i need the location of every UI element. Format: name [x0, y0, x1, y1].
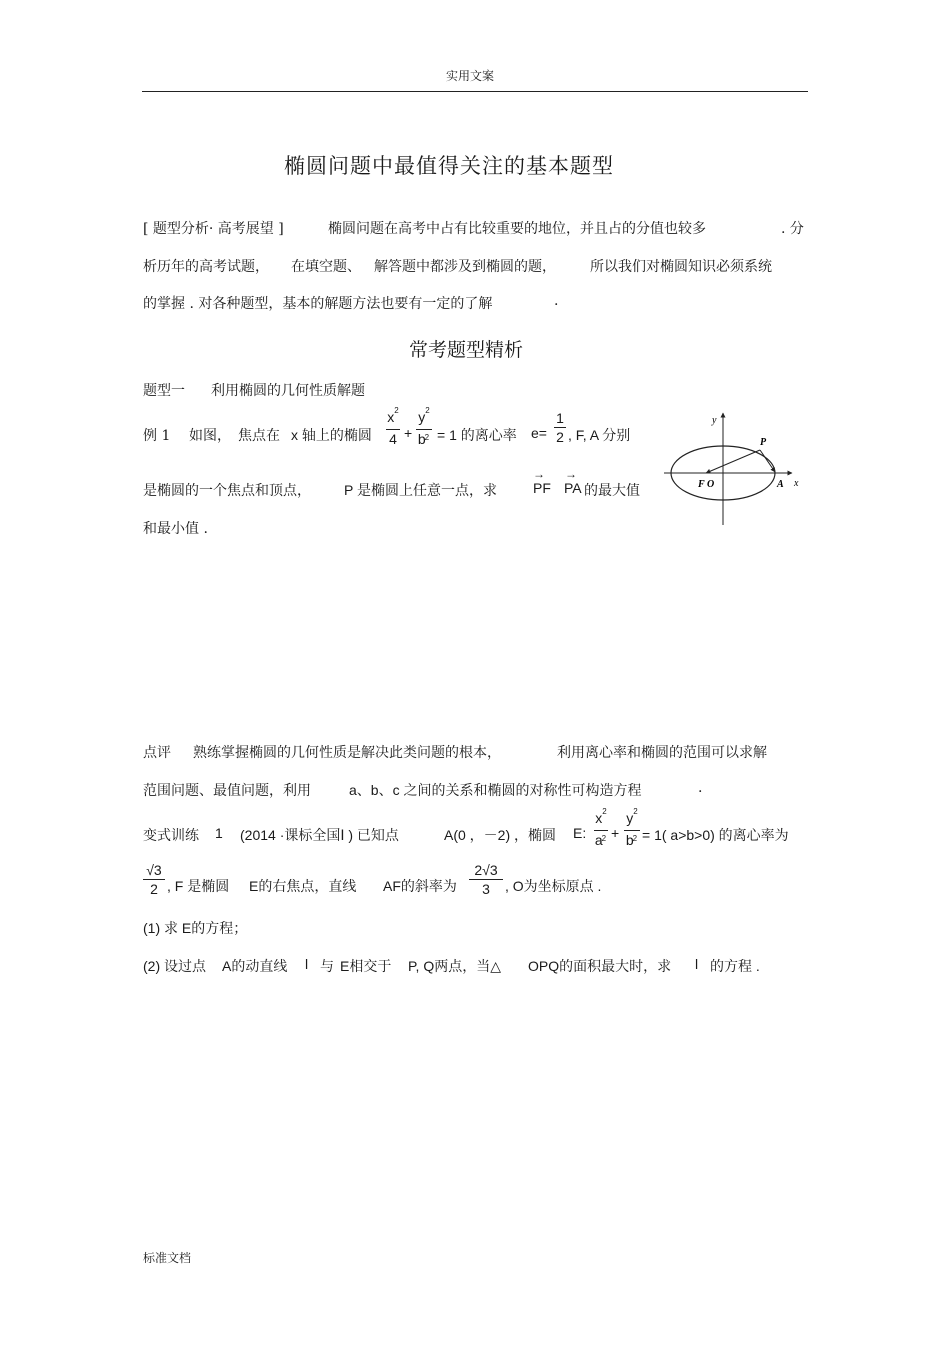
ellipse-figure: [660, 405, 810, 530]
comment-text-b: 熟练掌握椭圆的几何性质是解决此类问题的根本，: [193, 745, 501, 761]
variant-question-2-c: l: [305, 956, 309, 972]
figure-y-label: y: [712, 415, 717, 426]
intro-line1-end: . 分: [781, 221, 804, 237]
variant-question-2-h: l: [695, 956, 699, 972]
comment-text-c: 利用离心率和椭圆的范围可以求解: [557, 745, 767, 761]
example1-fraction-one-half: 1 2: [554, 410, 566, 445]
example1-line2-a: 是椭圆的一个焦点和顶点，: [143, 483, 311, 499]
variant-question-1: (1) 求 E的方程；: [143, 920, 248, 936]
example1-text-c: 焦点在: [238, 428, 280, 444]
intro-line3-b: .: [554, 293, 559, 309]
page-footer: 标准文档: [143, 1251, 192, 1265]
variant-question-2-f: P, Q两点，当△: [408, 958, 501, 974]
variant-fraction-x2-over-a2: $x^2$ $a^2$: [594, 807, 607, 848]
intro-line3-a: 的掌握 . 对各种题型，基本的解题方法也要有一定的了解: [143, 296, 493, 312]
variant-text-j: AF的斜率为: [383, 878, 457, 894]
variant-text-d: A(0 ，－2) ，椭圆: [444, 827, 557, 843]
example1-eq-one: = 1 的离心率: [437, 427, 517, 443]
vector-pf: [706, 450, 760, 473]
variant-question-2-a: (2) 设过点: [143, 958, 206, 974]
variant-text-f: = 1( a>b>0) 的离心率为: [642, 827, 789, 843]
type1-text: 利用椭圆的几何性质解题: [211, 383, 365, 399]
header-rule: [142, 91, 808, 92]
example1-fraction-x2-over-4: $x^2$ 4: [387, 406, 399, 447]
example1-line2-b: P 是椭圆上任意一点，求: [344, 482, 497, 498]
page-header: 实用文案: [446, 69, 495, 83]
comment-line2-a: 范围问题、最值问题，利用: [143, 783, 311, 799]
vector-pa: [760, 450, 775, 472]
figure-p-label: P: [760, 437, 767, 448]
document-title: 椭圆问题中最值得关注的基本题型: [284, 154, 614, 178]
example1-e-eq: e=: [531, 425, 547, 441]
variant-text-e: E:: [573, 825, 587, 841]
variant-fraction-sqrt3-over-2: √3 2: [143, 862, 165, 897]
intro-line1-text: 椭圆问题在高考中占有比较重要的地位，并且占的分值也较多: [328, 221, 706, 237]
example1-vec-pa: PA: [564, 480, 582, 496]
variant-question-2-b: A的动直线: [222, 958, 288, 974]
intro-label: [ 题型分析· 高考展望 ]: [143, 221, 284, 237]
vector-arrow-icon: →: [533, 467, 545, 481]
variant-text-c: (2014 ·课标全国Ⅰ ) 已知点: [240, 827, 399, 843]
comment-line2-c: .: [698, 780, 703, 796]
intro-line2-c: 解答题中都涉及到椭圆的题，: [374, 259, 556, 275]
type1-label: 题型一: [143, 383, 185, 399]
example1-fraction-y2-over-b2: $y^2$ $b^2$: [416, 409, 432, 450]
example1-text-b: 如图，: [189, 428, 231, 444]
intro-line2-d: 所以我们对椭圆知识必须系统: [590, 259, 772, 275]
intro-line2-b: 在填空题、: [291, 259, 361, 275]
variant-number: 1: [215, 825, 223, 841]
comment-label: 点评: [143, 745, 171, 761]
example1-plus: +: [404, 425, 413, 441]
variant-label: 变式训练: [143, 828, 199, 844]
example1-after: , F, A 分别: [568, 427, 631, 443]
variant-question-2-d: 与: [320, 958, 334, 974]
intro-line2-a: 析历年的高考试题，: [143, 259, 269, 275]
example1-line2-c: 的最大值: [584, 483, 640, 499]
section-title: 常考题型精析: [409, 339, 524, 361]
variant-question-2-i: 的方程 .: [710, 958, 760, 974]
variant-text-l: , O为坐标原点 .: [505, 878, 602, 894]
example1-vec-pf: PF: [533, 480, 551, 496]
example1-text-d: x 轴上的椭圆: [291, 427, 372, 443]
variant-fraction-y2-over-b2: $y^2$ $b^2$: [624, 810, 640, 851]
variant-text-h: , F 是椭圆: [167, 878, 230, 894]
figure-fo-label: F O: [698, 479, 715, 490]
variant-text-i: E的右焦点，直线: [249, 878, 357, 894]
figure-a-label: A: [777, 479, 784, 490]
comment-line2-b: a、b、c 之间的关系和椭圆的对称性可构造方程: [349, 782, 642, 798]
example1-label: 例 1: [143, 428, 171, 444]
vector-arrow-icon: →: [565, 467, 577, 481]
variant-question-2-g: OPQ的面积最大时，求: [528, 958, 672, 974]
variant-plus: +: [611, 825, 620, 841]
example1-line3: 和最小值 .: [143, 521, 208, 537]
variant-fraction-2sqrt3-over-3: 2√3 3: [469, 862, 503, 897]
variant-question-2-e: E相交于: [340, 958, 392, 974]
figure-x-label: x: [794, 478, 799, 489]
